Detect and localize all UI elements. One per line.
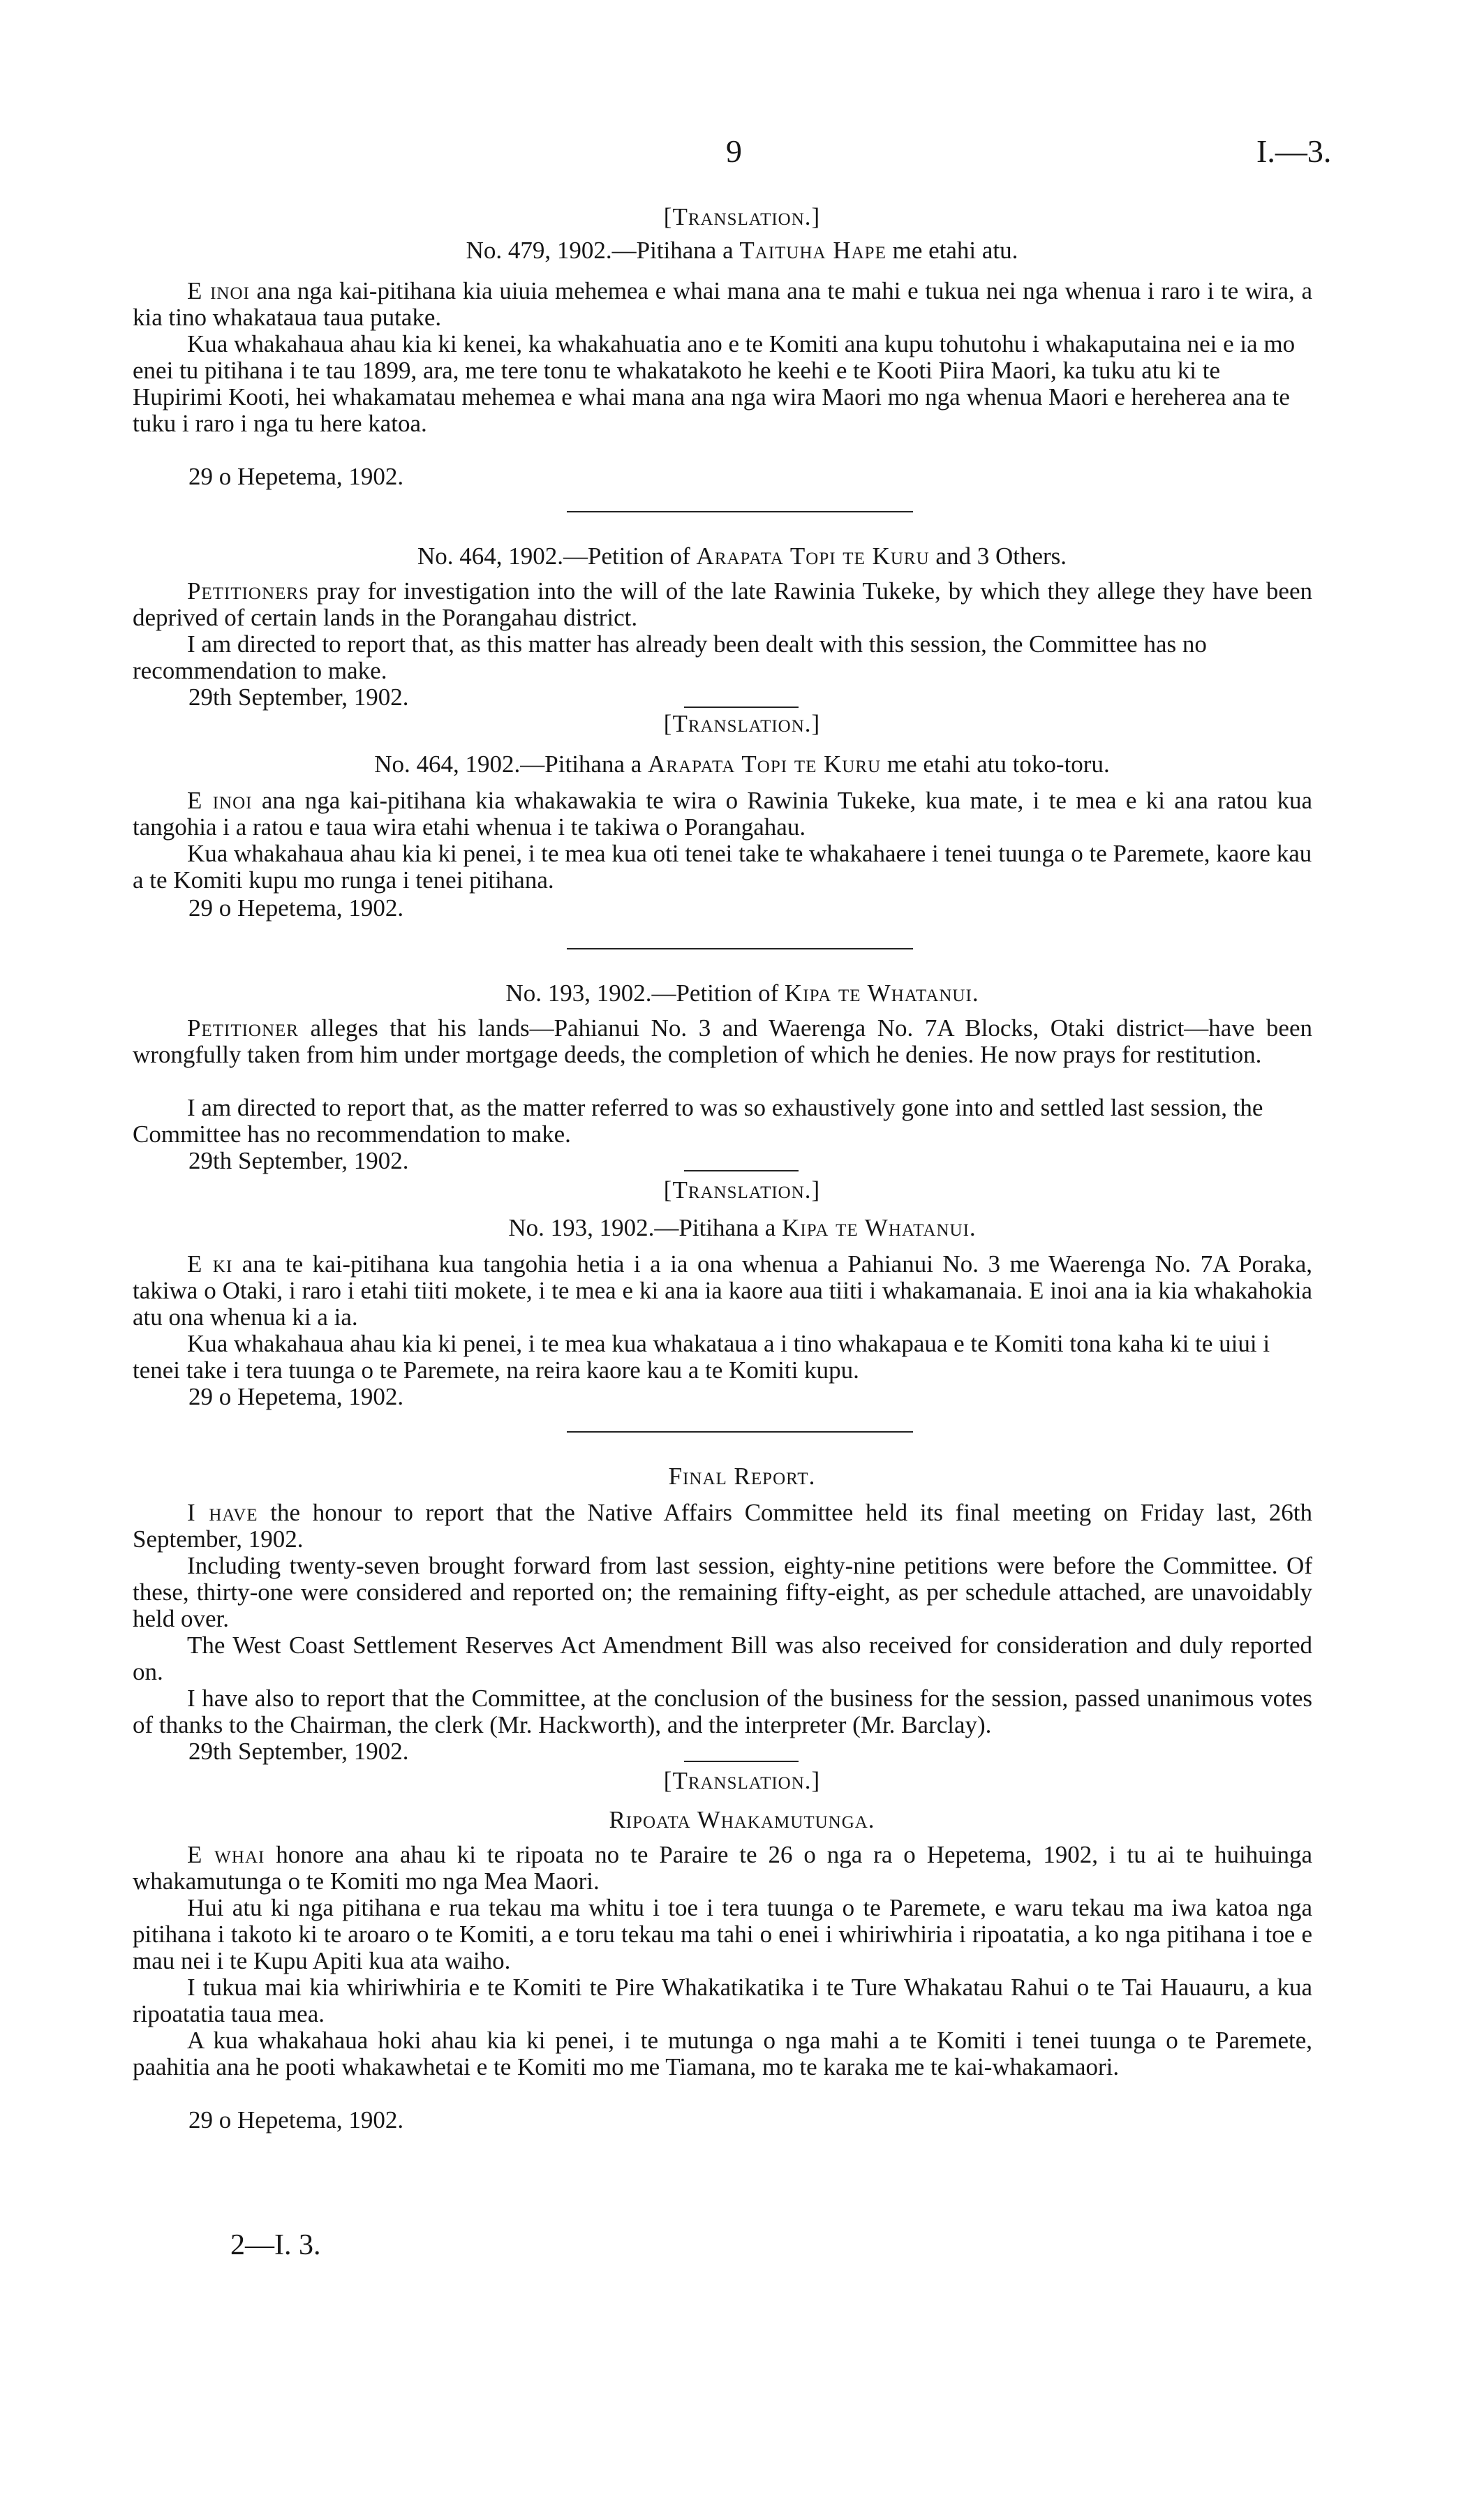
section-divider xyxy=(567,948,913,949)
petition-date: 29th September, 1902. xyxy=(188,683,409,711)
report-paragraph: A kua whakahaua hoki ahau kia ki penei, i te mutunga o nga mahi a te Komiti i tenei tuunga o te Paremete, paahitia ana he pooti whakawhetai e te Komiti mo me Tiamana, mo te karaka me te kai-whakamaori. xyxy=(133,2027,1312,2080)
section-divider xyxy=(567,511,913,512)
short-divider xyxy=(684,707,799,708)
petition-heading: No. 479, 1902.—Pitihana a Taituha Hape me etahi atu. xyxy=(466,237,1018,264)
report-paragraph: Hui atu ki nga pitihana e rua tekau ma whitu i toe i tera tuunga o te Paremete, e waru tekau ma iwa katoa nga pitihana i takoto ki te aroaro o te Komiti, a e toru tekau ma tahi o enei i whiriwhiria i ripoatatia, a ko nga pitihana i toe e mau nei i te Kupu Apiti kua ata waiho. xyxy=(133,1894,1312,1974)
petition-paragraph: Kua whakahaua ahau kia ki kenei, ka whakahuatia ano e te Komiti ana kupu tohutohu i whakaputaina nei e ia mo enei tu pitihana i te tau 1899, ara, me tere tonu te whakatakoto he keehi e te Kooti Piira Maori, ka tuku atu ki te Hupirimi Kooti, hei whakamatau mehemea e whai mana ana nga wira Maori mo nga whenua Maori e hereherea ana te tuku i raro i nga tu here katoa. xyxy=(133,330,1296,437)
petition-date: 29 o Hepetema, 1902. xyxy=(188,463,404,490)
petition-date: 29th September, 1902. xyxy=(188,1147,409,1174)
petition-paragraph: E ki ana te kai-pitihana kua tangohia hetia i a ia ona whenua a Pahianui No. 3 me Waerenga No. 7A Poraka, takiwa o Otaki, i raro i etahi tiiti mokete, i te mea e ki ana ia kaore aua tiiti i whakamanaia. E inoi ana ia kia whakahokia atu ona whenua ki a ia. xyxy=(133,1250,1312,1331)
report-paragraph: The West Coast Settlement Reserves Act Amendment Bill was also received for consideration and duly reported on. xyxy=(133,1632,1312,1685)
petition-paragraph: Kua whakahaua ahau kia ki penei, i te mea kua oti tenei take te whakahaere i tenei tuunga o te Paremete, kaore kau a te Komiti kupu mo runga i tenei pitihana. xyxy=(133,840,1312,894)
petition-paragraph: Petitioner alleges that his lands—Pahianui No. 3 and Waerenga No. 7A Blocks, Otaki district—have been wrongfully taken from him under mortgage deeds, the completion of which he denies. He now prays for restitution. xyxy=(133,1014,1312,1068)
series-number: I.—3. xyxy=(1256,133,1332,169)
petition-paragraph: Kua whakahaua ahau kia ki penei, i te mea kua whakataua a i tino whakapaua e te Komiti tona kaha ki te uiui i tenei take i tera tuunga o te Paremete, na reira kaore kau a te Komiti kupu. xyxy=(133,1330,1270,1384)
short-divider xyxy=(684,1761,799,1762)
translation-label: [Translation.] xyxy=(663,1767,821,1794)
petition-date: 29 o Hepetema, 1902. xyxy=(188,894,404,922)
petition-paragraph: I am directed to report that, as the matter referred to was so exhaustively gone into and settled last session, the Committee has no recommendation to make. xyxy=(133,1094,1263,1148)
report-paragraph: I have also to report that the Committee, at the conclusion of the business for the session, passed unanimous votes of thanks to the Chairman, the clerk (Mr. Hackworth), and the interpreter (Mr. Barclay). xyxy=(133,1685,1312,1738)
page-number: 9 xyxy=(726,133,742,169)
section-divider xyxy=(567,1431,913,1433)
translation-label: [Translation.] xyxy=(663,1176,821,1204)
petition-date: 29 o Hepetema, 1902. xyxy=(188,1383,404,1410)
petition-paragraph: Petitioners pray for investigation into the will of the late Rawinia Tukeke, by which they allege they have been deprived of certain lands in the Porangahau district. xyxy=(133,577,1312,631)
signature-mark: 2—I. 3. xyxy=(230,2229,321,2261)
petition-paragraph: I am directed to report that, as this matter has already been dealt with this session, the Committee has no recommendation to make. xyxy=(133,630,1207,684)
petition-paragraph: E inoi ana nga kai-pitihana kia uiuia mehemea e whai mana ana te mahi e tukua nei nga whenua i raro i te wira, a kia tino whakataua taua putake. xyxy=(133,277,1312,331)
petition-heading: No. 193, 1902.—Petition of Kipa te Whatanui. xyxy=(505,979,979,1007)
report-paragraph: I tukua mai kia whiriwhiria e te Komiti te Pire Whakatikatika i te Ture Whakatau Rahui o te Tai Hauauru, a kua ripoatatia taua mea. xyxy=(133,1974,1312,2027)
short-divider xyxy=(684,1170,799,1171)
report-date: 29th September, 1902. xyxy=(188,1738,409,1765)
translation-label: [Translation.] xyxy=(663,203,821,230)
translation-label: [Translation.] xyxy=(663,710,821,737)
petition-paragraph: E inoi ana nga kai-pitihana kia whakawakia te wira o Rawinia Tukeke, kua mate, i te mea e ki ana ratou kua tangohia i a ratou e taua wira etahi whenua i te takiwa o Porangahau. xyxy=(133,787,1312,841)
report-paragraph: I have the honour to report that the Native Affairs Committee held its final meeting on Friday last, 26th September, 1902. xyxy=(133,1499,1313,1553)
petition-heading: No. 193, 1902.—Pitihana a Kipa te Whatanui. xyxy=(508,1214,976,1241)
final-translation-title: Ripoata Whakamutunga. xyxy=(609,1806,875,1833)
report-date: 29 o Hepetema, 1902. xyxy=(188,2106,404,2133)
report-paragraph: E whai honore ana ahau ki te ripoata no te Paraire te 26 o nga ra o Hepetema, 1902, i tu ai te huihuinga whakamutunga o te Komiti mo nga Mea Maori. xyxy=(133,1841,1312,1895)
petition-heading: No. 464, 1902.—Pitihana a Arapata Topi te Kuru me etahi atu toko-toru. xyxy=(374,750,1110,778)
petition-heading: No. 464, 1902.—Petition of Arapata Topi te Kuru and 3 Others. xyxy=(417,542,1067,570)
final-report-title: Final Report. xyxy=(668,1463,816,1490)
report-paragraph: Including twenty-seven brought forward from last session, eighty-nine petitions were before the Committee. Of these, thirty-one were considered and reported on; the remaining fifty-eight, as per schedule attached, are unavoidably held over. xyxy=(133,1552,1312,1632)
